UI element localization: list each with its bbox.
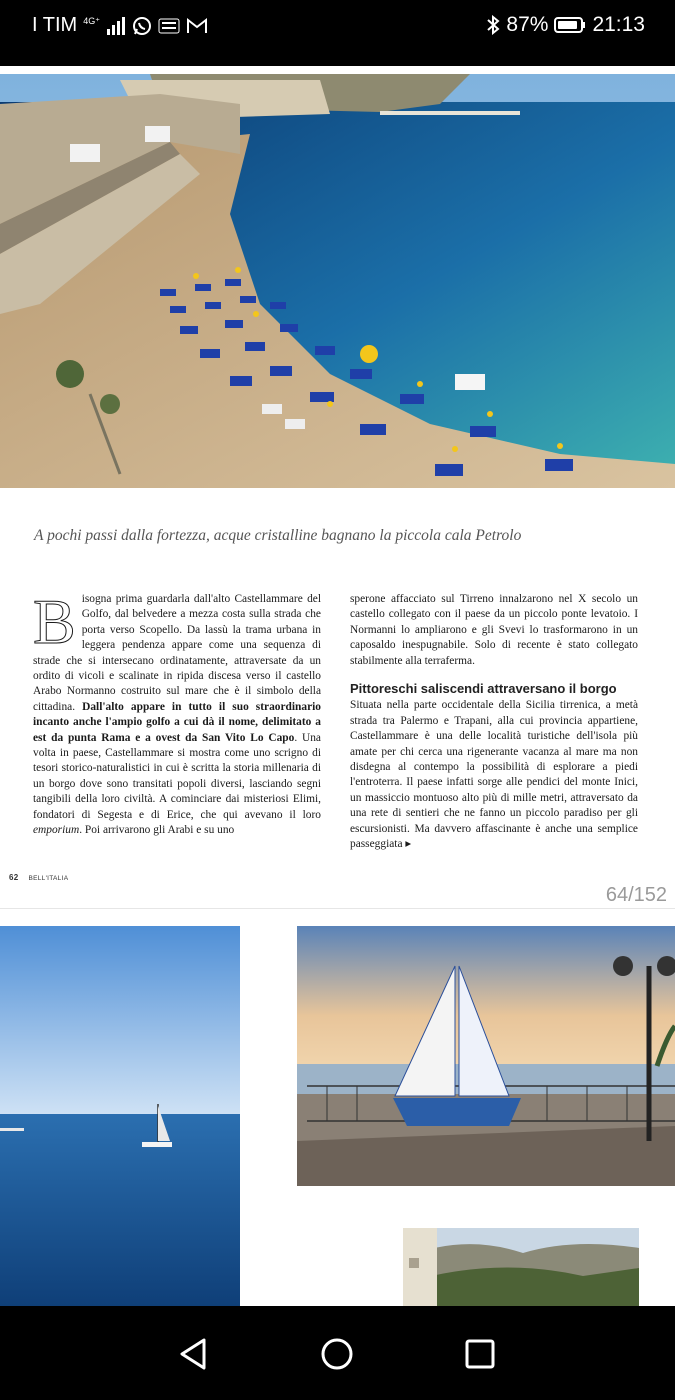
carrier-label: I TIM [32, 14, 78, 36]
status-left [32, 14, 208, 37]
status-right [486, 13, 645, 37]
col1-text-start: isogna prima guardarla dall'alto Castellammare del Golfo, dal belvedere a mezza costa sulla strada che porta verso Scopello. Da lassù la trama urbana in leggera pendenza appare come una sequenza di strade che si intersecano ordinatamente, attraversate da un ordito di vicoli e scalinate in ripida discesa verso il castello Arabo Normanno costruito sul mare che è il simbolo della cittadina. [33, 593, 321, 713]
page-separator [0, 908, 675, 927]
battery-percent: 87% [506, 13, 549, 36]
continue-arrow-icon: ▸ [405, 838, 412, 851]
boat-sculpture-photo [297, 926, 675, 1186]
navigation-bar [0, 1306, 675, 1400]
photo-caption: A pochi passi dalla fortezza, acque cristalline bagnano la piccola cala Petrolo [34, 527, 522, 544]
section-subheading: Pittoreschi saliscendi attraversano il borgo [350, 681, 617, 697]
clock: 21:13 [592, 13, 645, 36]
sea-sailboat-photo [0, 926, 240, 1306]
magazine-name: BELL'ITALIA [28, 875, 69, 882]
status-bar [0, 0, 675, 66]
gmail-icon [186, 17, 208, 35]
home-icon[interactable] [319, 1336, 355, 1372]
mountain-town-photo [403, 1228, 639, 1306]
col2-paragraph-2 [350, 698, 638, 852]
back-icon[interactable] [176, 1336, 212, 1372]
print-page-number: 62 [9, 873, 19, 882]
article-column-1 [33, 586, 321, 839]
page-counter: 64/152 [605, 884, 667, 906]
col2-paragraph-1: sperone affacciato sul Tirreno innalzarono nel X secolo un castello collegato con il paese da un piccolo ponte levatoio. I Normanni lo ampliarono e gli Svevi lo trasformarono in un caposaldo inespugnabile. Solo di recente è stato collegato stabilmente alla terraferma. [350, 593, 638, 667]
temu-icon [158, 17, 180, 35]
col1-bold-text: Dall'alto appare in tutto il suo straordinario incanto anche l'ampio golfo a cui dà il nome, delimitato a est da punta Rama e a ovest da San Vito Lo Capo [33, 700, 321, 744]
bluetooth-icon [486, 15, 500, 35]
drop-cap: B [33, 586, 76, 657]
col1-text-mid: . Una volta in paese, Castellammare si mostra come uno scrigno di tesori storico-naturalistici in cui è scritta la storia millenaria di un borgo dove sono transitati popoli diversi, lasciando segni tangibili della loro civiltà. A cominciare dai misteriosi Elimi, fondatori di Segesta e di Erice, che qui avevano il loro [33, 731, 321, 821]
article-column-2 [350, 592, 638, 853]
beach-photo [0, 74, 675, 488]
col1-italic-text: emporium [33, 824, 80, 837]
whatsapp-icon [132, 16, 152, 36]
recents-icon[interactable] [462, 1336, 498, 1372]
col2-paragraph-2-text: Situata nella parte occidentale della Sicilia tirrenica, a metà strada tra Palermo e Trapani, alla cui provincia appartiene, Castellammare è una delle località turistiche dell'isola più amate per chi cerca una rigenerante vacanza al mare ma non disdegna al contempo la possibilità di esplorare a piedi l'entroterra. Il paese infatti sorge alle pendici del monte Inici, un massiccio montuoso alto più di mille metri, attraversato da una rete di sentieri che ne fanno un piccolo paradiso per gli escursionisti. Ma davvero affascinante è anche una semplice passeggiata [350, 699, 638, 851]
col1-text-end: . Poi arrivarono gli Arabi e su uno [79, 824, 235, 837]
network-type: 4G⁺ [83, 16, 100, 26]
signal-icon [106, 17, 126, 35]
battery-icon [554, 16, 586, 34]
page-footer [9, 873, 68, 882]
